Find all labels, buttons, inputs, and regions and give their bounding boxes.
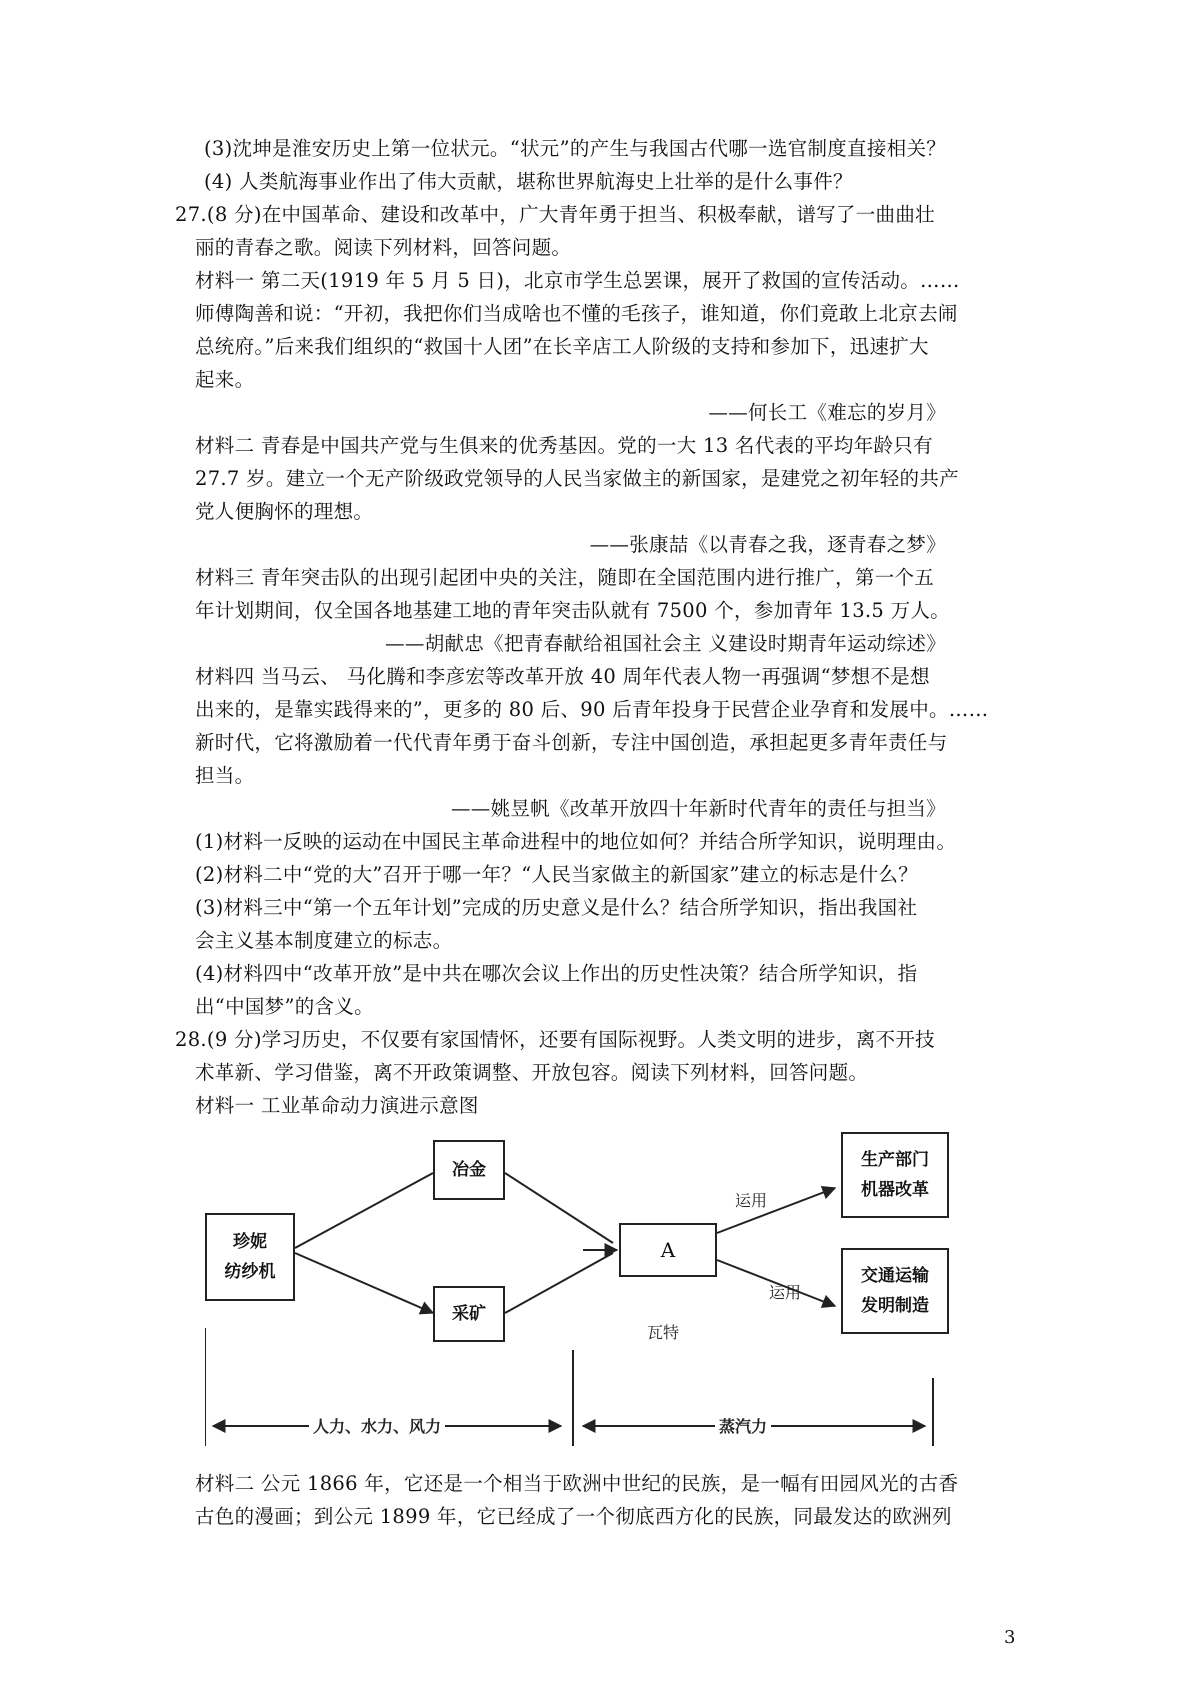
question-27-4-cont: 出“中国梦”的含义。 (195, 995, 374, 1018)
material-4-text: 担当。 (195, 764, 255, 787)
industrial-revolution-diagram (205, 1128, 1052, 1488)
material-2-source: ——张康喆《以青春之我，逐青春之梦》 (589, 533, 946, 556)
question-27-stem: 27.(8 分)在中国革命、建设和改革中，广大青年勇于担当、积极奉献，谱写了一曲曲壮 (175, 203, 935, 226)
question-27-2: (2)材料二中“党的大”召开于哪一年？“人民当家做主的新国家”建立的标志是什么？ (195, 863, 918, 886)
question-27-3: (3)材料三中“第一个五年计划”完成的历史意义是什么？结合所学知识，指出我国社 (195, 896, 918, 919)
material-1-source: ——何长工《难忘的岁月》 (708, 401, 946, 424)
question-28-stem: 28.(9 分)学习历史，不仅要有家国情怀，还要有国际视野。人类文明的进步，离不开技 (175, 1028, 935, 1051)
jenny-label: 纺纱机 (224, 1262, 276, 1282)
question-27-stem-cont: 丽的青春之歌。阅读下列材料，回答问题。 (195, 236, 572, 259)
page-number: 3 (1004, 1627, 1016, 1648)
mining-box (433, 1286, 505, 1342)
material-3-text: 年计划期间，仅全国各地基建工地的青年突击队就有 7500 个，参加青年 13.5 万人。 (195, 599, 951, 622)
material-2b-text: 材料二 公元 1866 年，它还是一个相当于欧洲中世纪的民族，是一幅有田园风光的古香 (195, 1472, 959, 1495)
metallurgy-box (433, 1140, 505, 1200)
arrow-mining-a (505, 1253, 613, 1313)
transport-box (841, 1248, 949, 1334)
material-2-text: 材料二 青春是中国共产党与生俱来的优秀基因。党的一大 13 名代表的平均年龄只有 (195, 434, 933, 457)
jenny-box (205, 1213, 295, 1301)
material-1-text: 师傅陶善和说：“开初，我把你们当成啥也不懂的毛孩子，谁知道，你们竟敢上北京去闹 (195, 302, 958, 325)
question-27-1: (1)材料一反映的运动在中国民主革命进程中的地位如何？并结合所学知识，说明理由。 (195, 830, 957, 853)
use-label-1: 运用 (735, 1191, 768, 1210)
a-label: A (660, 1238, 676, 1262)
mining-label: 采矿 (452, 1304, 486, 1324)
production-box (841, 1132, 949, 1218)
material-2b-text: 古色的漫画；到公元 1899 年，它已经成了一个彻底西方化的民族，同最发达的欧洲列 (195, 1505, 952, 1528)
question-27-4: (4)材料四中“改革开放”是中共在哪次会议上作出的历史性决策？结合所学知识，指 (195, 962, 918, 985)
arrow-jenny-metallurgy (295, 1173, 433, 1248)
power-label-2: 蒸汽力 (715, 1414, 771, 1437)
jenny-label: 珍妮 (233, 1232, 267, 1252)
production-label: 生产部门 (861, 1150, 929, 1170)
question-26-3: (3)沈坤是淮安历史上第一位状元。“状元”的产生与我国古代哪一选官制度直接相关？ (204, 137, 947, 160)
question-26-4: (4) 人类航海事业作出了伟大贡献，堪称世界航海史上壮举的是什么事件？ (204, 170, 853, 193)
a-box (619, 1223, 717, 1277)
material-1-title: 材料一 工业革命动力演进示意图 (195, 1094, 479, 1117)
transport-label: 发明制造 (861, 1296, 929, 1316)
power-label-1: 人力、水力、风力 (309, 1414, 445, 1437)
arrow-jenny-mining (295, 1253, 433, 1313)
material-1-text: 材料一 第二天(1919 年 5 月 5 日)，北京市学生总罢课，展开了救国的宣传活动。…… (195, 269, 960, 292)
metallurgy-label: 冶金 (452, 1160, 486, 1180)
material-1-text: 起来。 (195, 368, 255, 391)
material-3-text: 材料三 青年突击队的出现引起团中央的关注，随即在全国范围内进行推广，第一个五 (195, 566, 935, 589)
question-28-stem-cont: 术革新、学习借鉴，离不开政策调整、开放包容。阅读下列材料，回答问题。 (195, 1061, 869, 1084)
material-4-text: 新时代，它将激励着一代代青年勇于奋斗创新，专注中国创造，承担起更多青年责任与 (195, 731, 948, 754)
material-4-text: 材料四 当马云、 马化腾和李彦宏等改革开放 40 周年代表人物一再强调“梦想不是想 (195, 665, 930, 688)
material-2-text: 党人便胸怀的理想。 (195, 500, 374, 523)
material-1-text: 总统府。”后来我们组织的“救国十人团”在长辛店工人阶级的支持和参加下，迅速扩大 (195, 335, 929, 358)
material-3-source: ——胡献忠《把青春献给祖国社会主 义建设时期青年运动综述》 (385, 632, 946, 655)
material-4-text: 出来的，是靠实践得来的”，更多的 80 后、90 后青年投身于民营企业孕育和发展中。…… (195, 698, 989, 721)
material-4-source: ——姚昱帆《改革开放四十年新时代青年的责任与担当》 (450, 797, 946, 820)
transport-label: 交通运输 (861, 1266, 929, 1286)
use-label-2: 运用 (769, 1283, 802, 1302)
arrow-metallurgy-a (505, 1173, 613, 1243)
question-27-3-cont: 会主义基本制度建立的标志。 (195, 929, 453, 952)
watt-label: 瓦特 (647, 1323, 680, 1342)
material-2-text: 27.7 岁。建立一个无产阶级政党领导的人民当家做主的新国家，是建党之初年轻的共产 (195, 467, 959, 490)
production-label: 机器改革 (861, 1180, 929, 1200)
